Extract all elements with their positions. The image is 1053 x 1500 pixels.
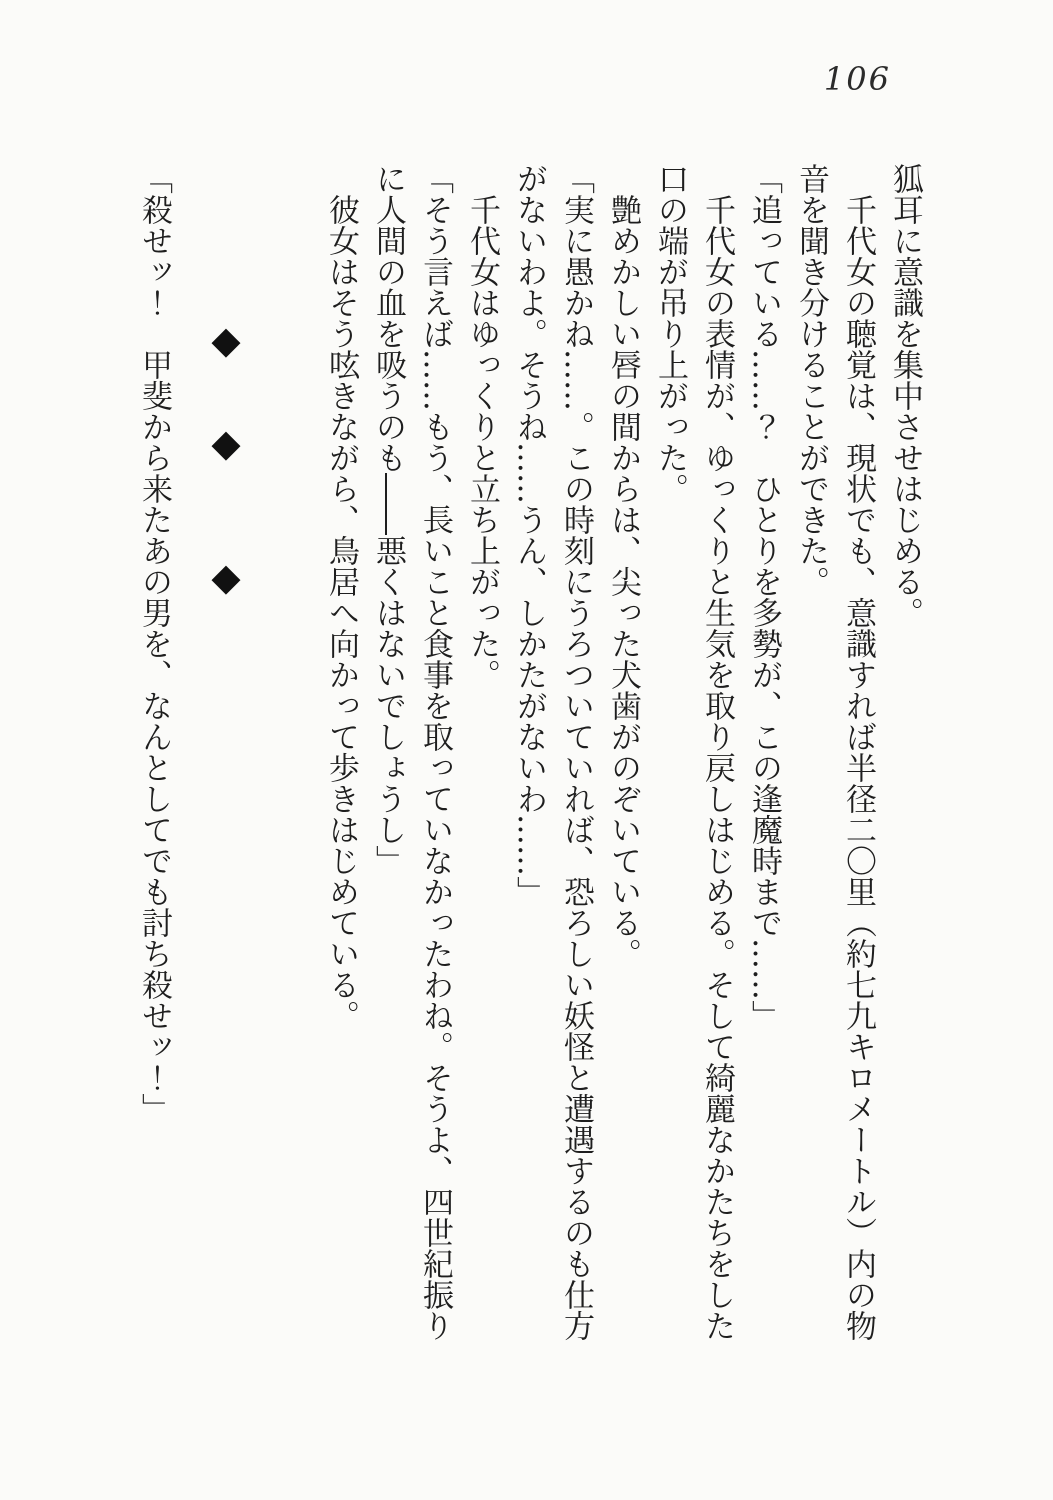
text-line: 狐耳に意識を集中させはじめる。: [887, 163, 923, 628]
text-line: 艶めかしい唇の間からは、尖った犬歯がのぞいている。: [605, 163, 641, 969]
text-line: に人間の血を吸うのも――悪くはないでしょうし」: [370, 163, 406, 876]
text-line: 「実に愚かね……。この時刻にうろついていれば、恐ろしい妖怪と遭遇するのも仕方: [558, 163, 594, 1341]
text-line: 千代女の表情が、ゆっくりと生気を取り戻しはじめる。そして綺麗なかたちをした: [699, 163, 735, 1341]
section-break: [202, 163, 249, 1348]
vertical-text-block: [130, 163, 928, 1348]
text-line: 「殺せッ！ 甲斐から来たあの男を、なんとしてでも討ち殺せッ！」: [136, 163, 172, 1124]
text-line: 千代女はゆっくりと立ち上がった。: [464, 163, 500, 690]
text-line: 彼女はそう呟きながら、鳥居へ向かって歩きはじめている。: [323, 163, 359, 1031]
diamond-icon: ◆: [204, 555, 248, 599]
text-line: 「そう言えば……もう、長いこと食事を取っていなかったわね。そうよ、四世紀振り: [417, 163, 453, 1341]
diamond-icon: ◆: [204, 421, 248, 465]
text-line: 音を聞き分けることができた。: [793, 163, 829, 597]
text-line: 千代女の聴覚は、現状でも、意識すれば半径二〇里（約七九キロメートル）内の物: [840, 163, 876, 1341]
text-line: がないわよ。そうね……うん、しかたがないわ……」: [511, 163, 547, 907]
page-number: 106: [823, 60, 891, 98]
diamond-icon: ◆: [204, 318, 248, 362]
text-line: 「追っている……？ ひとりを多勢が、この逢魔時まで……」: [746, 163, 782, 1031]
text-line: 口の端が吊り上がった。: [652, 163, 688, 504]
